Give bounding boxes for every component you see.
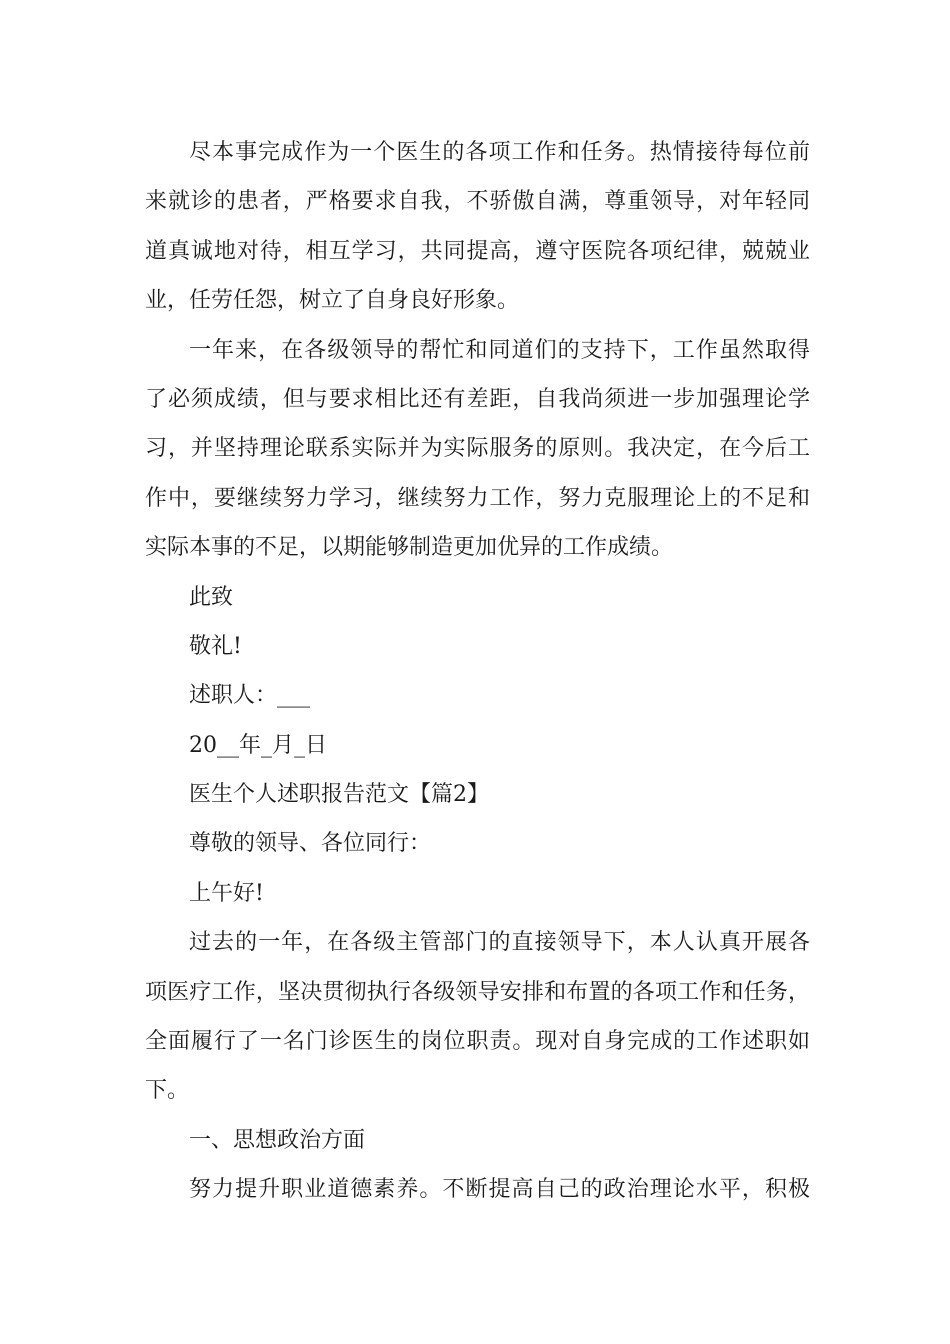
closing-regards: 敬礼! xyxy=(189,633,242,659)
text-line: 业，任劳任怨，树立了自身良好形象。 xyxy=(145,288,520,314)
text-line: 一年来，在各级领导的帮忙和同道们的支持下，工作虽然取得 xyxy=(189,337,810,363)
section-title: 医生个人述职报告范文【篇2】 xyxy=(189,782,489,808)
text-line: 全面履行了一名门诊医生的岗位职责。现对自身完成的工作述职如 xyxy=(145,1029,810,1055)
text-line: 来就诊的患者，严格要求自我，不骄傲自满，尊重领导，对年轻同 xyxy=(145,189,810,215)
text-line: 尽本事完成作为一个医生的各项工作和任务。热情接待每位前 xyxy=(189,140,810,165)
reporter-line: 述职人：___ xyxy=(189,683,311,709)
greeting-line: 尊敬的领导、各位同行： xyxy=(189,831,432,857)
text-line: 实际本事的不足，以期能够制造更加优异的工作成绩。 xyxy=(145,535,674,561)
text-line: 道真诚地对待，相互学习，共同提高，遵守医院各项纪律，兢兢业 xyxy=(145,238,810,264)
document-body xyxy=(145,128,810,1215)
greeting-line: 上午好! xyxy=(189,880,264,906)
closing-salutation: 此致 xyxy=(189,584,234,610)
text-line: 过去的一年，在各级主管部门的直接领导下，本人认真开展各 xyxy=(189,930,810,956)
text-line: 下。 xyxy=(145,1078,190,1104)
text-line: 了必须成绩，但与要求相比还有差距，自我尚须进一步加强理论学 xyxy=(145,386,810,412)
text-line: 作中，要继续努力学习，继续努力工作，努力克服理论上的不足和 xyxy=(145,485,810,511)
date-line: 20__年_月_日 xyxy=(189,732,327,758)
text-line: 努力提升职业道德素养。不断提高自己的政治理论水平，积极 xyxy=(189,1177,810,1203)
subsection-heading: 一、思想政治方面 xyxy=(189,1127,366,1153)
text-line: 习，并坚持理论联系实际并为实际服务的原则。我决定，在今后工 xyxy=(145,436,810,462)
text-line: 项医疗工作，坚决贯彻执行各级领导安排和布置的各项工作和任务， xyxy=(145,979,810,1005)
